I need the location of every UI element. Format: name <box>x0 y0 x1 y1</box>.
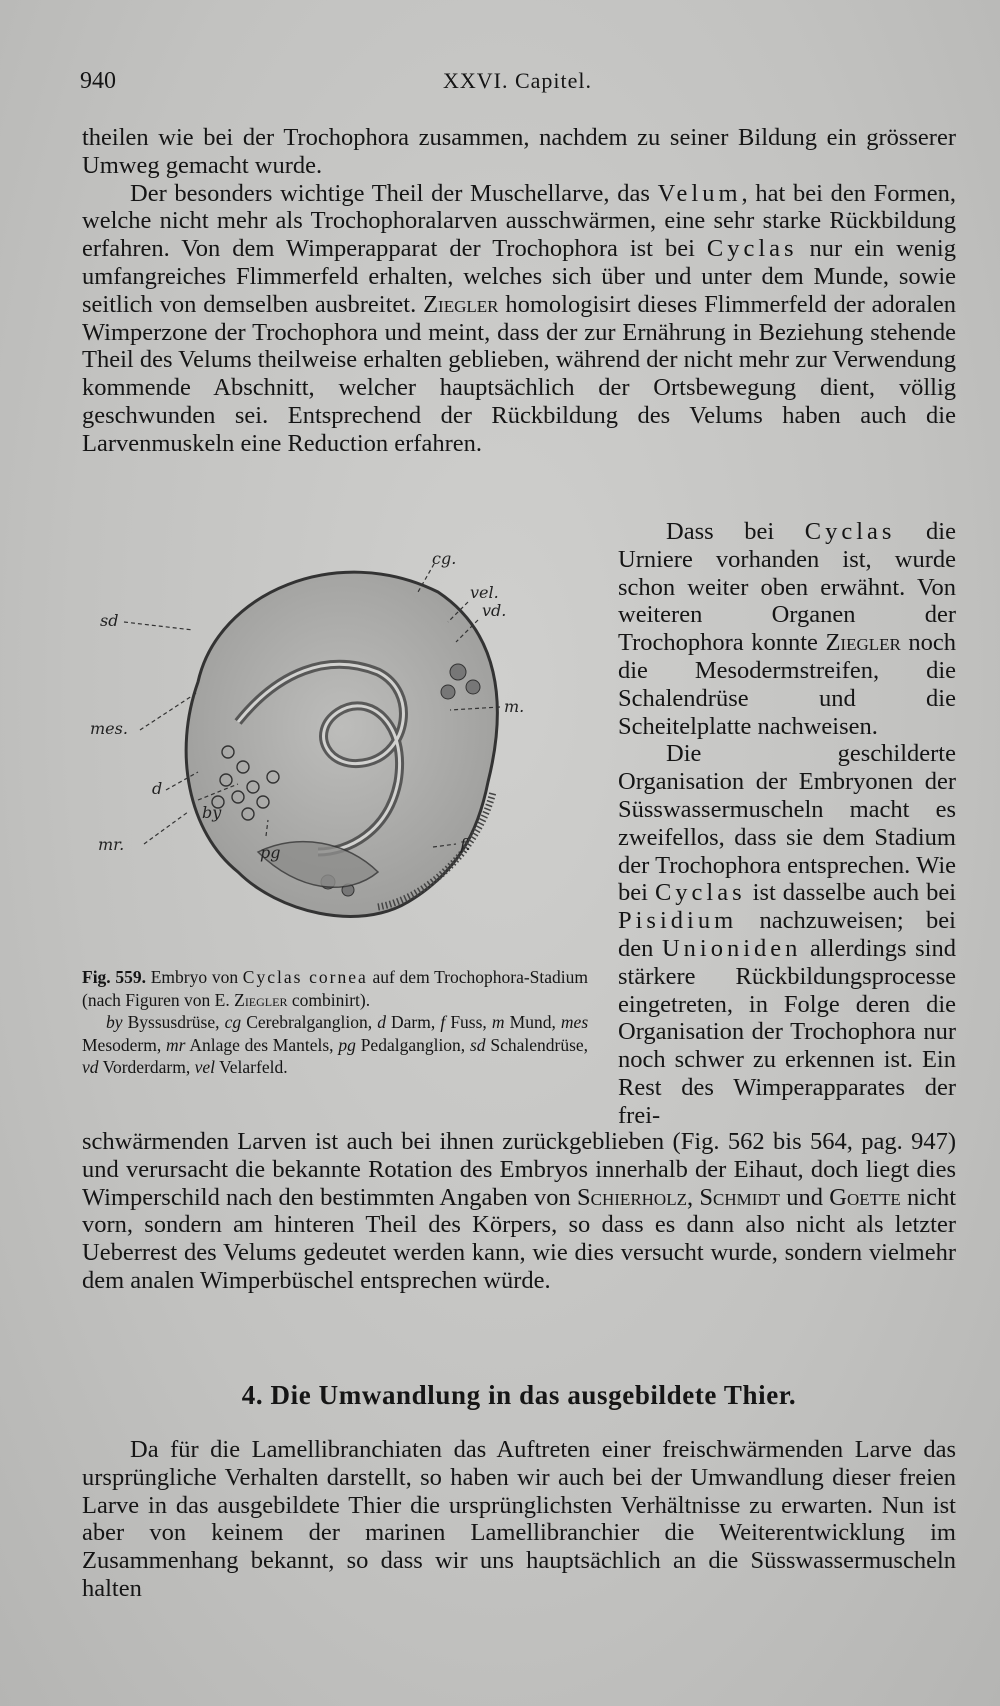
paragraph-continuation: theilen wie bei der Trochophora zusammen, nachdem zu seiner Bildung ein grösserer Umweg gemacht wurde. <box>82 124 956 179</box>
legend-text: Vorderdarm, <box>102 1057 191 1077</box>
text-run: homologisirt dieses Flimmerfeld der adoralen Wimperzone der Trochophora und meint, dass der zur Ernährung in Beziehung stehende Theil des Velums theilweise erhalten geblieben, während der nicht mehr zur Verwendung kommende Abschnitt, welcher hauptsächlich der Ortsbewegung dient, völlig geschwunden sei. Entsprechend der Rückbildung des Velums haben auch die Larvenmuskeln eine Reduction erfahren. <box>82 290 957 457</box>
label-m: m. <box>504 697 525 716</box>
author-name: Schierholz <box>577 1183 687 1211</box>
paragraph-wimperschild <box>82 1128 956 1295</box>
text-run: nicht vorn, sondern am hinteren Theil des Körpers, so dass es dann also nicht als letzter Ueberrest des Velums gedeutet werden kann, wie dies versucht wurde, sondern vielmehr dem analen Wimperbüschel entsprechen würde. <box>82 1183 957 1294</box>
paragraph-velum <box>82 180 956 458</box>
text-run: nachzuweisen; bei den <box>618 907 956 962</box>
legend-text: Darm, <box>391 1012 436 1032</box>
embryo-illustration <box>78 552 598 962</box>
text-run: die Urniere vorhanden ist, wurde schon weiter oben erwähnt. Von weiteren Organen der Trochophora konnte <box>618 518 956 657</box>
legend-text: Mesoderm, <box>82 1034 162 1055</box>
figure-caption <box>82 966 588 1079</box>
species-name: Cyclas cornea <box>242 967 368 987</box>
side-column <box>618 518 956 1130</box>
spaced-term: Cyclas <box>804 518 896 545</box>
legend-text: Fuss, <box>450 1012 487 1032</box>
label-mes: mes. <box>90 719 128 738</box>
legend-text: Mund, <box>509 1012 556 1032</box>
legend-abbr: mr <box>166 1034 186 1055</box>
paragraph-lamellibranchiaten: Da für die Lamellibranchiaten das Auftreten einer freischwärmenden Larve das ursprüngliche Verhalten darstellt, so haben wir auch bei der Umwandlung dieser freien Larve in das ausgebildete Thier die ursprünglichsten Verhältnisse zu erwarten. Nun ist aber von keinem der marinen Lamellibranchier die Weiterentwicklung im Zusammenhang bekannt, so dass wir uns hauptsächlich an die Süsswassermuscheln halten <box>82 1436 956 1602</box>
page-number: 940 <box>80 68 116 94</box>
text-run: Embryo von <box>150 967 243 987</box>
legend-abbr: d <box>377 1012 386 1032</box>
author-name: Ziegler <box>825 629 901 657</box>
text-run: , hat bei den Formen, welche nicht mehr als Trochophoralarven ausschwärmen, eine sehr starke Rückbildung erfahren. Von dem Wimperapparat der Trochophora ist bei <box>82 179 957 263</box>
label-vel: vel. <box>470 583 499 602</box>
spaced-term: Cyclas <box>706 235 798 263</box>
legend-text: Anlage des Mantels, <box>189 1034 334 1055</box>
author-name: Ziegler <box>423 290 499 318</box>
running-header <box>80 68 955 100</box>
text-run: ist dasselbe auch bei <box>745 879 957 907</box>
label-f: f. <box>460 835 471 854</box>
spaced-term: Unioniden <box>661 934 802 962</box>
spaced-term: Pisidium <box>618 907 738 935</box>
spaced-term: Cyclas <box>654 879 746 907</box>
caption-legend <box>82 1011 588 1079</box>
text-run: combinirt). <box>287 989 371 1010</box>
paragraph-urniere <box>618 518 956 740</box>
legend-abbr: vd <box>82 1057 99 1077</box>
legend-abbr: mes <box>560 1012 589 1032</box>
legend-text: Byssusdrüse, <box>127 1012 220 1032</box>
text-run: Die geschilderte Organisation der Embryonen der Süsswassermuscheln macht es zweifellos, dass sie dem Stadium der Trochophora entsprechen. Wie bei <box>618 740 956 907</box>
text-run: noch die Mesodermstreifen, die Schalendrüse und die Scheitelplatte nachweisen. <box>618 629 957 740</box>
legend-text: Schalendrüse, <box>490 1034 589 1055</box>
legend-text: Pedalganglion, <box>360 1034 466 1055</box>
text-run: allerdings sind stärkere Rückbildungsprocesse eingetreten, in Folge deren die Organisation der Trochophora nur noch schwer zu erkennen ist. Ein Rest des Wimperapparates der frei- <box>618 934 956 1129</box>
figure-embryo <box>78 552 598 962</box>
text-run: Dass bei <box>666 518 805 545</box>
legend-abbr: f <box>440 1012 446 1032</box>
legend-text: Cerebralganglion, <box>246 1012 373 1032</box>
section-heading: 4. Die Umwandlung in das ausgebildete Thier. <box>241 1380 797 1410</box>
legend-abbr: cg <box>224 1012 242 1032</box>
figure-number: Fig. 559. <box>82 967 147 987</box>
label-sd: sd <box>100 611 119 630</box>
legend-abbr: sd <box>470 1034 486 1055</box>
paragraph-organisation <box>618 740 956 1129</box>
label-mr: mr. <box>98 835 125 854</box>
text-run: schwärmenden Larven ist auch bei ihnen zurückgeblieben (Fig. 562 bis 564, pag. 947) und verursacht die bekannte Rotation des Embryos innerhalb der Eihaut, doch liegt dies Wimperschild nach den bestimmten Angaben von <box>82 1128 956 1211</box>
label-vd: vd. <box>482 601 507 620</box>
legend-abbr: m <box>491 1012 505 1032</box>
legend-abbr: vel <box>194 1057 216 1077</box>
legend-abbr: pg <box>338 1034 356 1055</box>
spaced-term: Velum <box>657 179 742 207</box>
label-cg: cg. <box>432 552 457 568</box>
legend-abbr: by <box>106 1012 123 1032</box>
text-run: nur ein wenig umfangreiches Flimmerfeld erhalten, welches sich über und unter dem Munde, sowie seitlich von demselben ausbreitet. <box>82 235 956 318</box>
label-d: d <box>152 779 163 798</box>
bottom-text-block <box>82 1128 956 1295</box>
text-run: Der besonders wichtige Theil der Muschellarve, das <box>130 179 658 207</box>
text-run: auf dem Trochophora-Stadium (nach Figuren von E. <box>82 967 589 1010</box>
author-name: Schmidt <box>699 1183 781 1211</box>
chapter-title: XXVI. Capitel. <box>442 68 593 93</box>
text-run: , <box>686 1183 700 1211</box>
top-text-block <box>82 124 956 458</box>
author-name: Goette <box>829 1183 901 1211</box>
text-run: und <box>780 1183 830 1211</box>
section-text-block <box>82 1436 956 1603</box>
label-by: by <box>202 803 222 822</box>
label-pg: pg <box>260 843 281 862</box>
legend-text: Velarfeld. <box>219 1057 288 1077</box>
caption-title <box>82 966 588 1011</box>
author-name: Ziegler <box>234 989 288 1010</box>
